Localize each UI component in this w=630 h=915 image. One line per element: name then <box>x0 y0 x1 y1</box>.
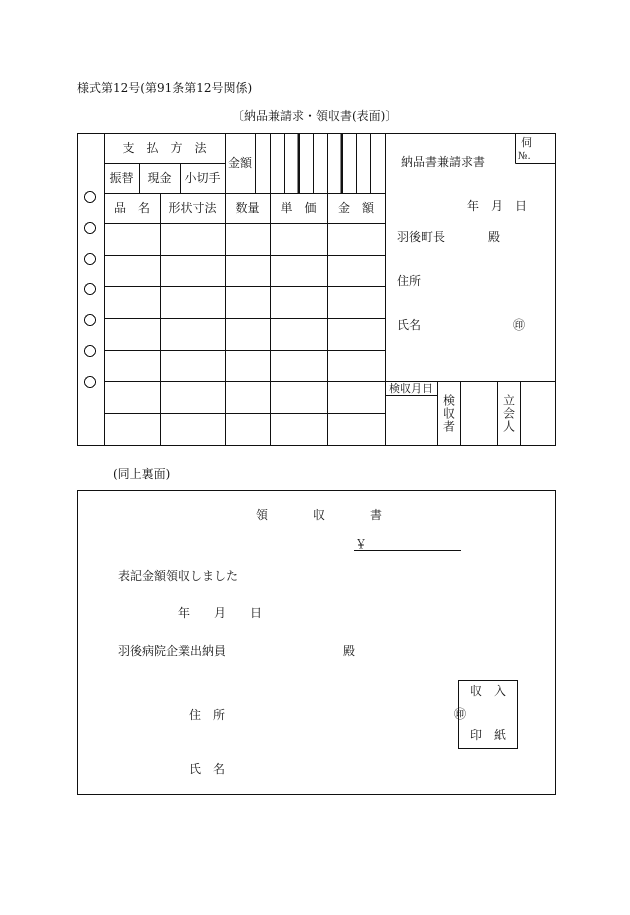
received-statement: 表記金額領収しました <box>118 569 239 583</box>
payee: 羽後病院企業出納員 <box>118 644 227 658</box>
yen-mark: ￥ <box>355 537 368 551</box>
binding-hole <box>85 284 96 295</box>
column-quantity: 数量 <box>235 201 260 215</box>
amount-label: 金額 <box>227 156 252 170</box>
inspection-date-label: 検収月日 <box>389 381 433 395</box>
revenue-stamp-bottom: 印 紙 <box>470 728 507 742</box>
payment-option-transfer: 振替 <box>109 171 134 185</box>
number-label: №. <box>518 151 531 162</box>
binding-holes <box>85 192 96 388</box>
binding-hole <box>85 315 96 326</box>
binding-hole <box>85 377 96 388</box>
binding-hole <box>85 192 96 203</box>
form-number: 様式第12号(第91条第12号関係) <box>77 81 253 95</box>
payment-option-cash: 現金 <box>147 171 172 185</box>
back-address-label: 住 所 <box>189 708 226 722</box>
back-date: 年 月 日 <box>178 606 269 620</box>
front-name-label: 氏名 <box>397 318 422 332</box>
column-amount: 金 額 <box>337 201 374 215</box>
front-honorific: 殿 <box>488 230 501 244</box>
inspector-label: 検収者 <box>441 394 456 433</box>
column-unit-price: 単 価 <box>280 201 317 215</box>
payment-method-label: 支 払 方 法 <box>122 141 207 155</box>
binding-hole <box>85 254 96 265</box>
column-item-name: 品 名 <box>113 201 150 215</box>
payment-option-check: 小切手 <box>184 171 221 185</box>
front-date: 年 月 日 <box>467 199 528 213</box>
addressee: 羽後町長 <box>397 230 446 244</box>
receipt-title: 領 収 書 <box>256 508 399 522</box>
witness-label-cell <box>497 381 520 446</box>
witness-label: 立会人 <box>501 394 516 433</box>
binding-hole <box>85 223 96 234</box>
inspector-label-cell <box>437 381 460 446</box>
front-seal-mark: ㊞ <box>513 318 526 332</box>
back-seal-mark: ㊞ <box>454 707 467 721</box>
back-section-label: (同上裏面) <box>113 467 171 481</box>
column-shape-size: 形状寸法 <box>168 201 217 215</box>
back-honorific: 殿 <box>343 644 356 658</box>
inquiry-label: 伺 <box>521 136 532 149</box>
revenue-stamp-top: 収 入 <box>470 684 507 698</box>
front-address-label: 住所 <box>397 274 422 288</box>
back-name-label: 氏 名 <box>189 762 226 776</box>
binding-hole <box>85 346 96 357</box>
document-title: 納品書兼請求書 <box>401 155 486 169</box>
back-receipt <box>78 491 556 795</box>
front-title: 〔納品兼請求・領収書(表面)〕 <box>232 109 398 123</box>
